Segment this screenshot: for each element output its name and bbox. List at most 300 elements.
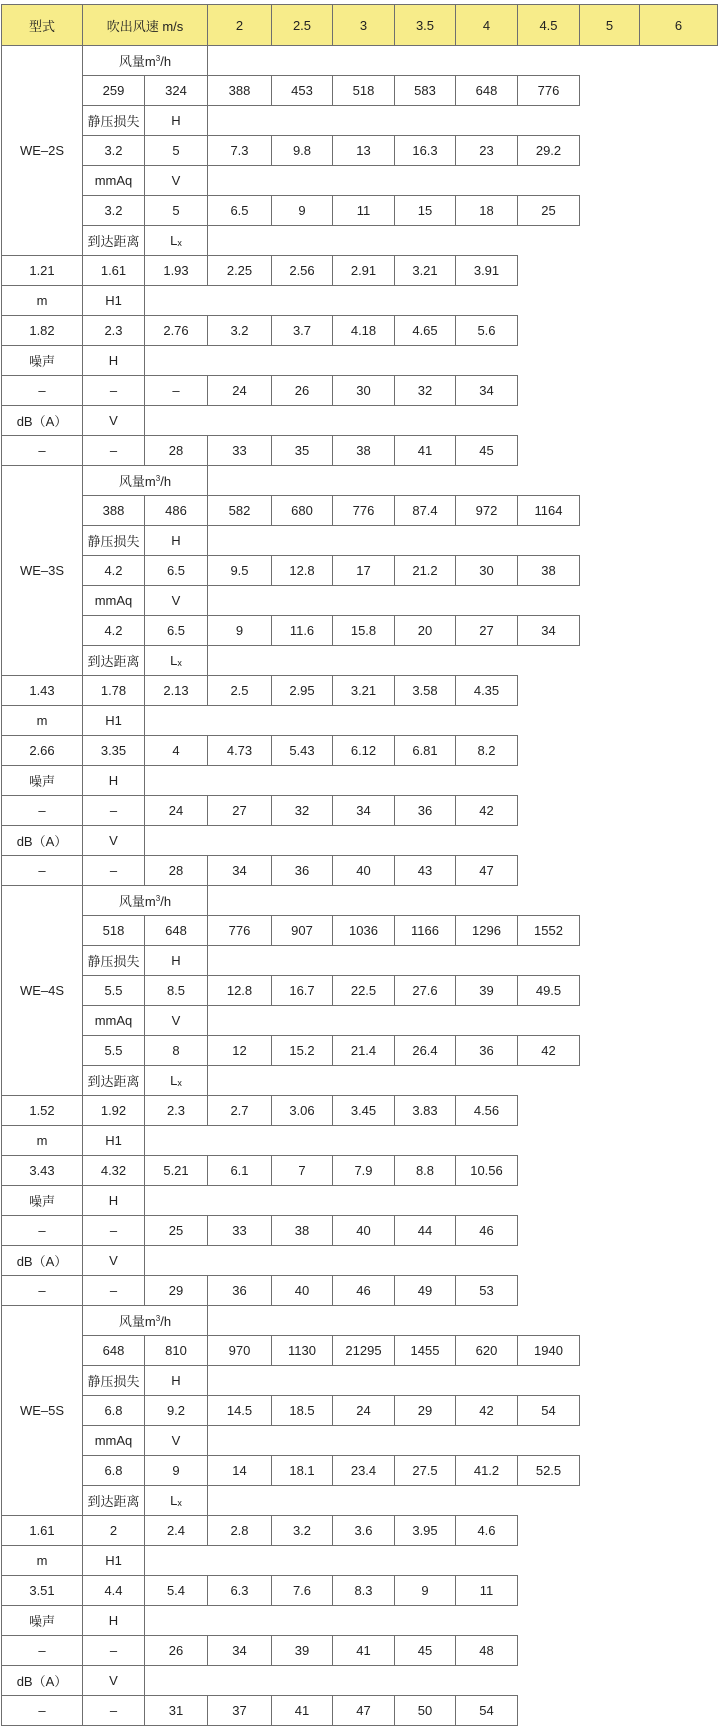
header-speed-value: 3.5	[395, 5, 456, 46]
table-row	[2, 226, 718, 256]
value-cell: 1.61	[83, 256, 145, 286]
value-cell: 14.5	[208, 1396, 272, 1426]
value-cell: 27	[208, 796, 272, 826]
static-pressure-unit: mmAq	[83, 1426, 145, 1456]
table-row	[2, 1546, 718, 1576]
static-pressure-label: 静压损失	[83, 946, 145, 976]
value-cell: 8	[145, 1036, 208, 1066]
value-cell: 48	[456, 1636, 518, 1666]
value-cell: 17	[333, 556, 395, 586]
value-cell: 648	[456, 76, 518, 106]
value-cell: 38	[518, 556, 580, 586]
value-cell: 4.65	[395, 316, 456, 346]
sub-label: H	[145, 526, 208, 556]
value-cell: 4.4	[83, 1576, 145, 1606]
header-speed-value: 5	[580, 5, 640, 46]
table-row	[2, 106, 718, 136]
sub-label: Lx	[145, 646, 208, 676]
value-cell: 776	[518, 76, 580, 106]
sub-label: H1	[83, 1126, 145, 1156]
value-cell: –	[145, 376, 208, 406]
value-cell: 38	[333, 436, 395, 466]
value-cell: 31	[145, 1696, 208, 1726]
value-cell: 36	[395, 796, 456, 826]
value-cell: 1036	[333, 916, 395, 946]
value-cell: 2.56	[272, 256, 333, 286]
value-cell: 2.76	[145, 316, 208, 346]
value-cell: 2.13	[145, 676, 208, 706]
header-speed-value: 4	[456, 5, 518, 46]
value-cell: 9.2	[145, 1396, 208, 1426]
airflow-label: 风量$m^3/h$	[83, 466, 208, 496]
value-cell: 37	[208, 1696, 272, 1726]
value-cell: 1296	[456, 916, 518, 946]
value-cell: –	[83, 796, 145, 826]
value-cell: 40	[333, 856, 395, 886]
table-row	[2, 946, 718, 976]
value-cell: 6.3	[208, 1576, 272, 1606]
value-cell: 47	[456, 856, 518, 886]
sub-label: Lx	[145, 226, 208, 256]
sub-label: H	[83, 766, 145, 796]
noise-label: 噪声	[2, 766, 83, 796]
value-cell: 38	[272, 1216, 333, 1246]
value-cell: 6.8	[83, 1456, 145, 1486]
value-cell: 2.8	[208, 1516, 272, 1546]
value-cell: 29.2	[518, 136, 580, 166]
value-cell: 3.2	[272, 1516, 333, 1546]
table-row	[2, 46, 718, 76]
reach-label: 到达距离	[83, 1066, 145, 1096]
value-cell: 5	[145, 136, 208, 166]
value-cell: 1.21	[2, 256, 83, 286]
value-cell: 34	[456, 376, 518, 406]
value-cell: 27	[456, 616, 518, 646]
value-cell: –	[2, 436, 83, 466]
sub-label: H	[145, 1366, 208, 1396]
value-cell: 1164	[518, 496, 580, 526]
value-cell: 907	[272, 916, 333, 946]
value-cell: 776	[333, 496, 395, 526]
value-cell: –	[2, 1696, 83, 1726]
table-row	[2, 1306, 718, 1336]
value-cell: –	[2, 1276, 83, 1306]
noise-unit: dB（A）	[2, 826, 83, 856]
value-cell: 5.5	[83, 1036, 145, 1066]
value-cell: 27.6	[395, 976, 456, 1006]
value-cell: 2.5	[208, 676, 272, 706]
sub-label: V	[145, 1426, 208, 1456]
model-name: WE–3S	[2, 466, 83, 676]
value-cell: –	[2, 1636, 83, 1666]
value-cell: 3.6	[333, 1516, 395, 1546]
table-row	[2, 886, 718, 916]
value-cell: 1.43	[2, 676, 83, 706]
value-cell: 1130	[272, 1336, 333, 1366]
value-cell: 680	[272, 496, 333, 526]
header-speed-value: 4.5	[518, 5, 580, 46]
value-cell: 582	[208, 496, 272, 526]
value-cell: 23.4	[333, 1456, 395, 1486]
table-row	[2, 586, 718, 616]
reach-unit: m	[2, 286, 83, 316]
value-cell: 3.45	[333, 1096, 395, 1126]
value-cell: 33	[208, 436, 272, 466]
value-cell: 1940	[518, 1336, 580, 1366]
value-cell: 28	[145, 856, 208, 886]
model-name: WE–2S	[2, 46, 83, 256]
value-cell: 3.2	[208, 316, 272, 346]
reach-unit: m	[2, 1126, 83, 1156]
value-cell: 26	[145, 1636, 208, 1666]
sub-label: V	[145, 166, 208, 196]
value-cell: –	[83, 856, 145, 886]
value-cell: 44	[395, 1216, 456, 1246]
value-cell: 3.95	[395, 1516, 456, 1546]
noise-label: 噪声	[2, 1186, 83, 1216]
value-cell: 16.7	[272, 976, 333, 1006]
value-cell: 43	[395, 856, 456, 886]
value-cell: 1166	[395, 916, 456, 946]
value-cell: 14	[208, 1456, 272, 1486]
value-cell: 6.5	[208, 196, 272, 226]
value-cell: –	[2, 1216, 83, 1246]
value-cell: 40	[333, 1216, 395, 1246]
value-cell: 486	[145, 496, 208, 526]
value-cell: 648	[83, 1336, 145, 1366]
value-cell: 8.2	[456, 736, 518, 766]
value-cell: 9.5	[208, 556, 272, 586]
value-cell: 2.7	[208, 1096, 272, 1126]
table-row	[2, 766, 718, 796]
airflow-label: 风量$m^3/h$	[83, 886, 208, 916]
value-cell: –	[2, 376, 83, 406]
table-row	[2, 286, 718, 316]
value-cell: 1.78	[83, 676, 145, 706]
value-cell: 42	[456, 796, 518, 826]
value-cell: 36	[456, 1036, 518, 1066]
sub-label: V	[145, 1006, 208, 1036]
spec-table	[1, 4, 718, 1726]
value-cell: 810	[145, 1336, 208, 1366]
value-cell: 3.43	[2, 1156, 83, 1186]
value-cell: 1455	[395, 1336, 456, 1366]
noise-label: 噪声	[2, 346, 83, 376]
value-cell: 11	[456, 1576, 518, 1606]
table-row	[2, 1006, 718, 1036]
airflow-label: 风量$m^3/h$	[83, 46, 208, 76]
sub-label: H1	[83, 1546, 145, 1576]
sub-label: Lx	[145, 1066, 208, 1096]
value-cell: 4.35	[456, 676, 518, 706]
value-cell: 33	[208, 1216, 272, 1246]
value-cell: 18.5	[272, 1396, 333, 1426]
value-cell: 16.3	[395, 136, 456, 166]
value-cell: 2.66	[2, 736, 83, 766]
value-cell: –	[83, 376, 145, 406]
table-row	[2, 1246, 718, 1276]
noise-unit: dB（A）	[2, 406, 83, 436]
sub-label: H	[83, 346, 145, 376]
value-cell: 4.73	[208, 736, 272, 766]
value-cell: 13	[333, 136, 395, 166]
value-cell: 22.5	[333, 976, 395, 1006]
value-cell: 3.06	[272, 1096, 333, 1126]
value-cell: 45	[395, 1636, 456, 1666]
header-speed: 吹出风速 m/s	[83, 5, 208, 46]
reach-unit: m	[2, 706, 83, 736]
value-cell: 53	[456, 1276, 518, 1306]
reach-label: 到达距离	[83, 646, 145, 676]
value-cell: 2.3	[145, 1096, 208, 1126]
value-cell: 1.82	[2, 316, 83, 346]
value-cell: –	[2, 856, 83, 886]
sub-label: H1	[83, 706, 145, 736]
value-cell: 41	[395, 436, 456, 466]
value-cell: 4	[145, 736, 208, 766]
table-row	[2, 1486, 718, 1516]
sub-label: V	[83, 406, 145, 436]
value-cell: 32	[272, 796, 333, 826]
value-cell: 42	[456, 1396, 518, 1426]
table-row	[2, 1186, 718, 1216]
header-row	[2, 5, 718, 46]
value-cell: 11.6	[272, 616, 333, 646]
value-cell: 52.5	[518, 1456, 580, 1486]
table-row	[2, 526, 718, 556]
static-pressure-unit: mmAq	[83, 586, 145, 616]
table-row	[2, 1426, 718, 1456]
value-cell: 6.81	[395, 736, 456, 766]
value-cell: 34	[208, 856, 272, 886]
sub-label: H	[145, 106, 208, 136]
value-cell: 5.43	[272, 736, 333, 766]
value-cell: 5.21	[145, 1156, 208, 1186]
value-cell: 972	[456, 496, 518, 526]
sub-label: V	[145, 586, 208, 616]
value-cell: 7.3	[208, 136, 272, 166]
header-speed-value: 6	[640, 5, 718, 46]
value-cell: 49.5	[518, 976, 580, 1006]
value-cell: –	[83, 1696, 145, 1726]
value-cell: 3.21	[333, 676, 395, 706]
value-cell: 5	[145, 196, 208, 226]
table-row	[2, 1066, 718, 1096]
value-cell: 5.4	[145, 1576, 208, 1606]
table-row	[2, 1366, 718, 1396]
value-cell: 7.6	[272, 1576, 333, 1606]
value-cell: 29	[145, 1276, 208, 1306]
value-cell: 2.95	[272, 676, 333, 706]
value-cell: 3.7	[272, 316, 333, 346]
reach-label: 到达距离	[83, 1486, 145, 1516]
sub-label: Lx	[145, 1486, 208, 1516]
value-cell: 41	[333, 1636, 395, 1666]
sub-label: V	[83, 1666, 145, 1696]
value-cell: 9	[395, 1576, 456, 1606]
value-cell: –	[83, 1276, 145, 1306]
noise-unit: dB（A）	[2, 1246, 83, 1276]
value-cell: 4.18	[333, 316, 395, 346]
value-cell: 453	[272, 76, 333, 106]
value-cell: 36	[272, 856, 333, 886]
value-cell: 45	[456, 436, 518, 466]
value-cell: 3.51	[2, 1576, 83, 1606]
value-cell: 3.35	[83, 736, 145, 766]
value-cell: 24	[145, 796, 208, 826]
value-cell: 1.93	[145, 256, 208, 286]
value-cell: 15.2	[272, 1036, 333, 1066]
table-row	[2, 166, 718, 196]
table-row	[2, 406, 718, 436]
table-row	[2, 346, 718, 376]
value-cell: 23	[456, 136, 518, 166]
value-cell: 26.4	[395, 1036, 456, 1066]
reach-unit: m	[2, 1546, 83, 1576]
value-cell: 50	[395, 1696, 456, 1726]
reach-label: 到达距离	[83, 226, 145, 256]
value-cell: 388	[208, 76, 272, 106]
value-cell: 87.4	[395, 496, 456, 526]
value-cell: 8.3	[333, 1576, 395, 1606]
static-pressure-label: 静压损失	[83, 106, 145, 136]
value-cell: 30	[333, 376, 395, 406]
value-cell: 47	[333, 1696, 395, 1726]
value-cell: 3.21	[395, 256, 456, 286]
value-cell: 39	[272, 1636, 333, 1666]
header-speed-value: 3	[333, 5, 395, 46]
value-cell: 5.5	[83, 976, 145, 1006]
value-cell: 6.5	[145, 616, 208, 646]
sub-label: H	[83, 1186, 145, 1216]
value-cell: 6.12	[333, 736, 395, 766]
value-cell: 3.2	[83, 196, 145, 226]
value-cell: 34	[518, 616, 580, 646]
value-cell: –	[83, 1636, 145, 1666]
value-cell: 1.52	[2, 1096, 83, 1126]
value-cell: 35	[272, 436, 333, 466]
value-cell: 39	[456, 976, 518, 1006]
value-cell: 6.5	[145, 556, 208, 586]
value-cell: 1.92	[83, 1096, 145, 1126]
header-speed-value: 2.5	[272, 5, 333, 46]
value-cell: 3.83	[395, 1096, 456, 1126]
value-cell: 54	[456, 1696, 518, 1726]
value-cell: 21295	[333, 1336, 395, 1366]
value-cell: 4.56	[456, 1096, 518, 1126]
value-cell: 21.2	[395, 556, 456, 586]
value-cell: 49	[395, 1276, 456, 1306]
value-cell: 7	[272, 1156, 333, 1186]
value-cell: 18.1	[272, 1456, 333, 1486]
table-row	[2, 466, 718, 496]
sub-label: V	[83, 826, 145, 856]
value-cell: 324	[145, 76, 208, 106]
sub-label: H	[83, 1606, 145, 1636]
airflow-label: 风量$m^3/h$	[83, 1306, 208, 1336]
value-cell: 4.2	[83, 616, 145, 646]
table-row	[2, 826, 718, 856]
value-cell: 259	[83, 76, 145, 106]
value-cell: –	[83, 1216, 145, 1246]
static-pressure-label: 静压损失	[83, 526, 145, 556]
noise-unit: dB（A）	[2, 1666, 83, 1696]
value-cell: 29	[395, 1396, 456, 1426]
value-cell: 8.8	[395, 1156, 456, 1186]
value-cell: 25	[145, 1216, 208, 1246]
table-row	[2, 1666, 718, 1696]
value-cell: 25	[518, 196, 580, 226]
value-cell: 9	[272, 196, 333, 226]
static-pressure-label: 静压损失	[83, 1366, 145, 1396]
value-cell: 8.5	[145, 976, 208, 1006]
value-cell: 42	[518, 1036, 580, 1066]
table-row	[2, 706, 718, 736]
value-cell: 1.61	[2, 1516, 83, 1546]
value-cell: 970	[208, 1336, 272, 1366]
header-speed-value: 2	[208, 5, 272, 46]
value-cell: 12.8	[272, 556, 333, 586]
value-cell: 5.6	[456, 316, 518, 346]
value-cell: 46	[333, 1276, 395, 1306]
value-cell: 15.8	[333, 616, 395, 646]
value-cell: 24	[208, 376, 272, 406]
value-cell: 41.2	[456, 1456, 518, 1486]
value-cell: 7.9	[333, 1156, 395, 1186]
value-cell: 32	[395, 376, 456, 406]
model-name: WE–4S	[2, 886, 83, 1096]
value-cell: 11	[333, 196, 395, 226]
table-row	[2, 1606, 718, 1636]
value-cell: 10.56	[456, 1156, 518, 1186]
value-cell: 2.4	[145, 1516, 208, 1546]
value-cell: 388	[83, 496, 145, 526]
value-cell: 518	[83, 916, 145, 946]
value-cell: 3.58	[395, 676, 456, 706]
table-row	[2, 646, 718, 676]
value-cell: 28	[145, 436, 208, 466]
value-cell: –	[2, 796, 83, 826]
value-cell: 6.1	[208, 1156, 272, 1186]
value-cell: 26	[272, 376, 333, 406]
value-cell: 9	[208, 616, 272, 646]
value-cell: 21.4	[333, 1036, 395, 1066]
value-cell: 24	[333, 1396, 395, 1426]
sub-label: H	[145, 946, 208, 976]
sub-label: V	[83, 1246, 145, 1276]
static-pressure-unit: mmAq	[83, 166, 145, 196]
sub-label: H1	[83, 286, 145, 316]
value-cell: 2.91	[333, 256, 395, 286]
value-cell: 30	[456, 556, 518, 586]
value-cell: 9.8	[272, 136, 333, 166]
value-cell: 2	[83, 1516, 145, 1546]
value-cell: 3.91	[456, 256, 518, 286]
value-cell: 41	[272, 1696, 333, 1726]
value-cell: 4.2	[83, 556, 145, 586]
value-cell: 12	[208, 1036, 272, 1066]
value-cell: 27.5	[395, 1456, 456, 1486]
model-name: WE–5S	[2, 1306, 83, 1516]
value-cell: 46	[456, 1216, 518, 1246]
value-cell: –	[83, 436, 145, 466]
value-cell: 15	[395, 196, 456, 226]
noise-label: 噪声	[2, 1606, 83, 1636]
header-type: 型式	[2, 5, 83, 46]
table-row	[2, 1126, 718, 1156]
value-cell: 12.8	[208, 976, 272, 1006]
value-cell: 776	[208, 916, 272, 946]
